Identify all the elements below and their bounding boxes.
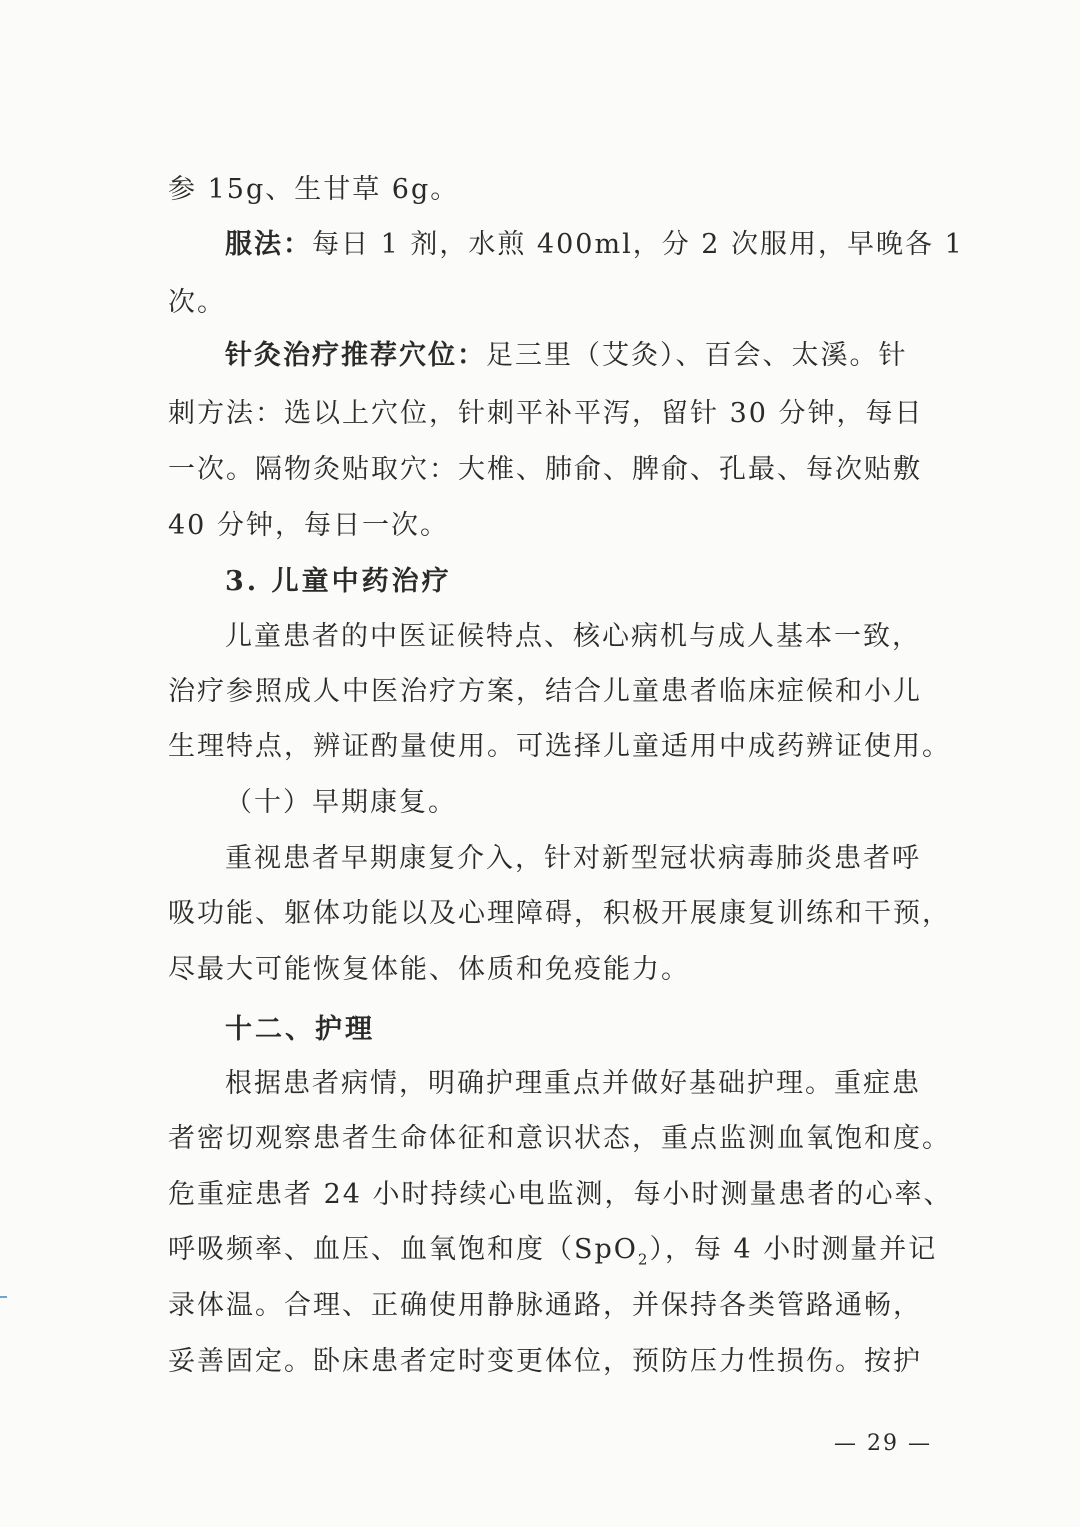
text-line: 次。	[168, 287, 226, 318]
text-line: 40 分钟，每日一次。	[168, 510, 449, 541]
text-line: 根据患者病情，明确护理重点并做好基础护理。重症患	[225, 1068, 921, 1099]
acupuncture-label: 针灸治疗推荐穴位：	[225, 340, 486, 371]
text-line	[225, 225, 964, 265]
text-line: 危重症患者 24 小时持续心电监测，每小时测量患者的心率、	[168, 1179, 953, 1210]
text-line: 者密切观察患者生命体征和意识状态，重点监测血氧饱和度。	[168, 1123, 951, 1154]
margin-mark	[0, 1296, 7, 1298]
text-line: 重视患者早期康复介入，针对新型冠状病毒肺炎患者呼	[225, 843, 921, 874]
text-line	[168, 1230, 938, 1270]
text-line: 吸功能、躯体功能以及心理障碍，积极开展康复训练和干预，	[168, 898, 951, 929]
text-line: 参 15g、生甘草 6g。	[168, 174, 460, 205]
text-line	[225, 336, 930, 376]
text-line: 治疗参照成人中医治疗方案，结合儿童患者临床症候和小儿	[168, 676, 922, 707]
text-line: 一次。隔物灸贴取穴：大椎、肺俞、脾俞、孔最、每次贴敷	[168, 454, 922, 485]
usage-text: 每日 1 剂，水煎 400ml，分 2 次服用，早晚各 1	[312, 229, 964, 260]
text-line: 生理特点，辨证酌量使用。可选择儿童适用中成药辨证使用。	[168, 731, 951, 762]
text-segment: 呼吸频率、血压、血氧饱和度（SpO	[168, 1234, 638, 1265]
page-number: — 29 —	[834, 1431, 932, 1456]
text-line: 儿童患者的中医证候特点、核心病机与成人基本一致，	[225, 621, 921, 652]
text-line: 尽最大可能恢复体能、体质和免疫能力。	[168, 954, 690, 985]
text-segment: ），每 4 小时测量并记	[649, 1234, 938, 1265]
text-line: 刺方法：选以上穴位，针刺平补平泻，留针 30 分钟，每日	[168, 398, 924, 429]
usage-label: 服法：	[225, 229, 312, 260]
subscript: 2	[637, 1250, 650, 1269]
text-line: 录体温。合理、正确使用静脉通路，并保持各类管路通畅，	[168, 1290, 922, 1321]
section-heading: （十）早期康复。	[225, 787, 457, 818]
text-line: 妥善固定。卧床患者定时变更体位，预防压力性损伤。按护	[168, 1346, 922, 1377]
chapter-heading: 十二、护理	[225, 1014, 375, 1045]
section-heading: 3. 儿童中药治疗	[225, 566, 452, 597]
acupuncture-text: 足三里（艾灸）、百会、太溪。针	[486, 340, 908, 371]
